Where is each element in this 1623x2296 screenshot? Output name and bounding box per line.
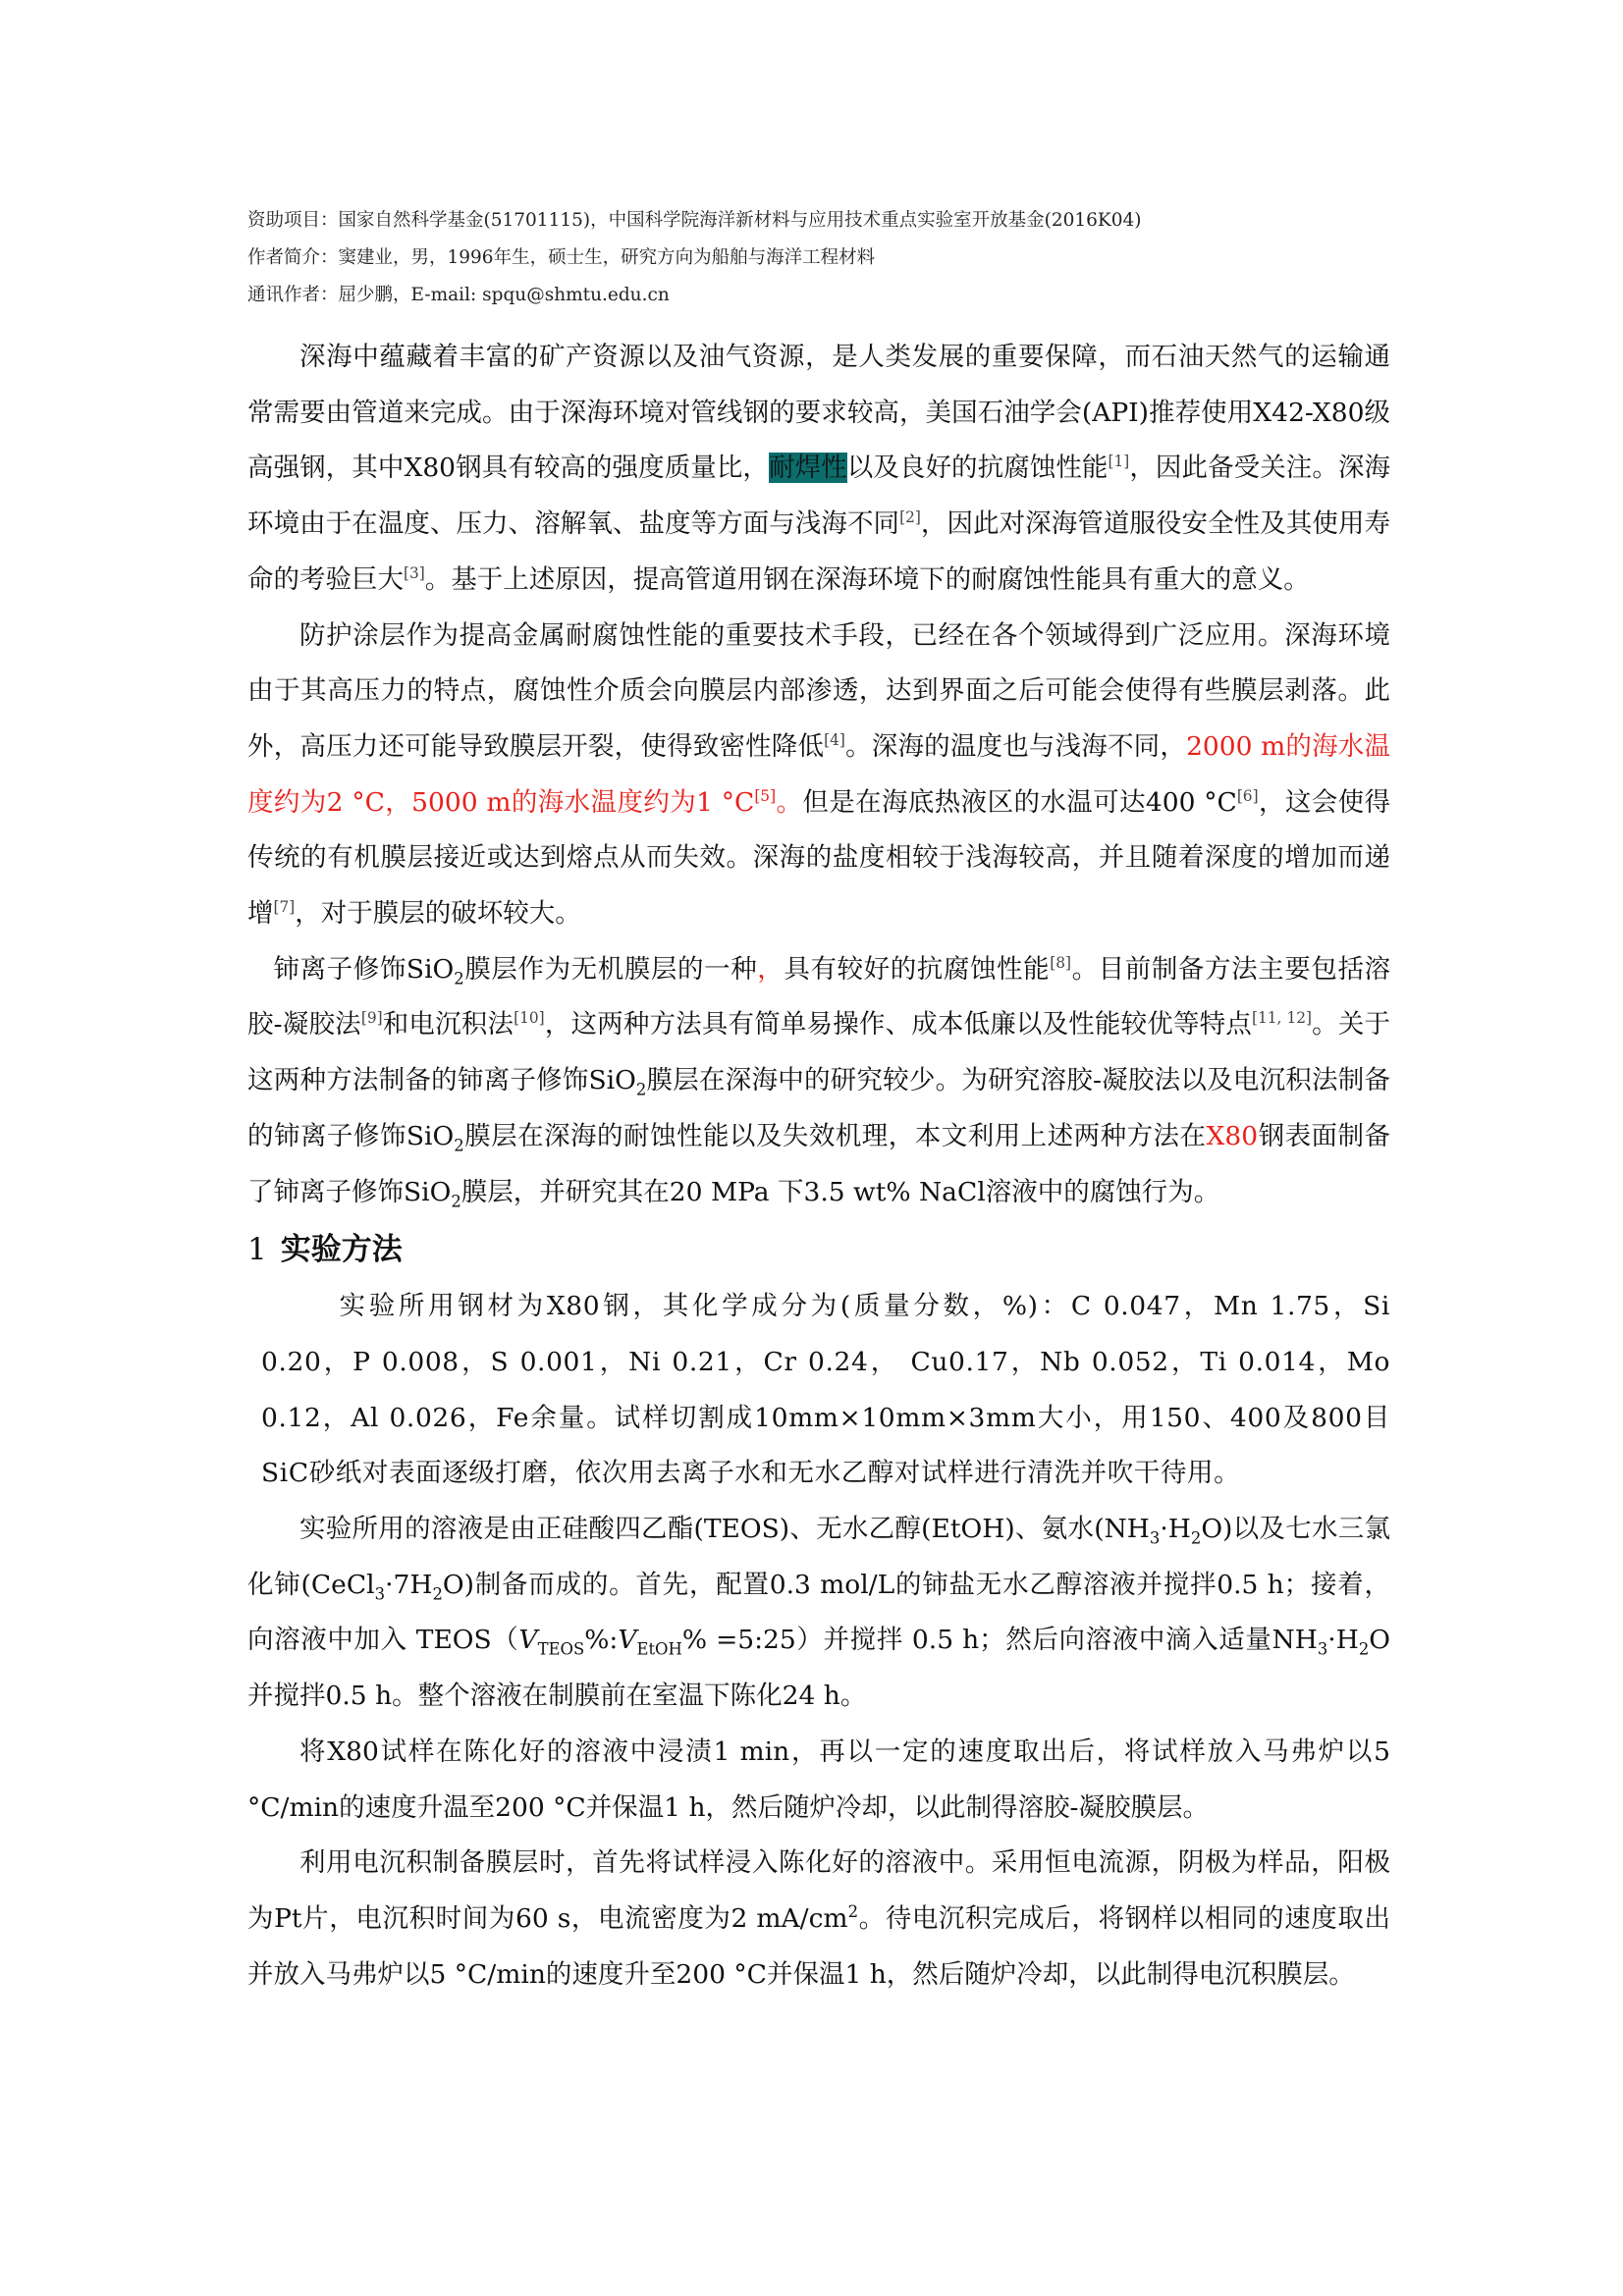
methods-paragraph-2 xyxy=(247,1502,1390,1725)
text-run: 膜层作为无机膜层的一种 xyxy=(463,953,758,985)
main-text xyxy=(247,330,1390,2002)
volume-symbol: V xyxy=(618,1625,637,1656)
subscript: 2 xyxy=(451,1191,461,1210)
text-run: 。目前制备方法主要包括溶胶-凝胶法 xyxy=(247,953,1391,1041)
citation-8: [8] xyxy=(1050,953,1071,972)
text-run: ，对于膜层的破坏较大。 xyxy=(295,898,581,930)
subscript: 2 xyxy=(1190,1528,1202,1548)
text-run: 以及良好的抗腐蚀性能 xyxy=(846,453,1109,484)
intro-paragraph-2 xyxy=(247,609,1390,942)
intro-paragraph-3 xyxy=(247,942,1390,1221)
subscript: 2 xyxy=(432,1584,443,1604)
citation-2: [2] xyxy=(899,508,921,527)
text-run: O)制备而成的。首先，配置0.3 mol/L的铈盐无水乙醇溶液并搅拌0.5 h；接着，向溶液中加入 TEOS（ xyxy=(247,1569,1390,1656)
methods-paragraph-4 xyxy=(247,1836,1390,2002)
text-run: ·7H xyxy=(385,1569,433,1600)
text-run: 但是在海底热液区的水温可达400 °C xyxy=(802,786,1237,818)
red-x80: X80 xyxy=(1206,1120,1259,1151)
text-run: % =5:25）并搅拌 0.5 h；然后向溶液中滴入适量NH xyxy=(681,1625,1318,1656)
subscript: 3 xyxy=(374,1584,386,1604)
text-run: 。深海的温度也与浅海不同， xyxy=(844,730,1187,762)
volume-symbol: V xyxy=(518,1625,538,1656)
citation-5: [5] xyxy=(754,786,777,805)
text-run: ，这会使得传统的有机膜层接近或达到熔点从而失效。深海的盐度相较于浅海较高，并且随着深度的增加而递增 xyxy=(247,786,1391,930)
citation-6: [6] xyxy=(1236,786,1259,805)
section-title: 实验方法 xyxy=(280,1232,403,1268)
superscript: 2 xyxy=(847,1902,859,1922)
text-run: 。关于这两种方法制备的铈离子修饰SiO xyxy=(247,1009,1390,1096)
text-run: O并搅拌0.5 h。整个溶液在制膜前在室温下陈化24 h。 xyxy=(247,1625,1391,1712)
text-run: 。待电沉积完成后，将钢样以相同的速度取出并放入马弗炉以5 °C/min的速度升至200 °C并保温1 h，然后随炉冷却，以此制得电沉积膜层。 xyxy=(247,1902,1391,1990)
text-run: 。基于上述原因，提高管道用钢在深海环境下的耐腐蚀性能具有重大的意义。 xyxy=(424,563,1310,595)
methods-paragraph-3: 将X80试样在陈化好的溶液中浸渍1 min，再以一定的速度取出后，将试样放入马弗炉以5 °C/min的速度升温至200 °C并保温1 h，然后随炉冷却，以此制得溶胶-凝胶膜层。 xyxy=(247,1735,1390,1823)
text-run: 铈离子修饰SiO xyxy=(273,953,455,985)
section-number: 1 xyxy=(247,1232,267,1268)
citation-7: [7] xyxy=(273,898,296,917)
subscript: 2 xyxy=(454,1136,464,1155)
text-run: 膜层在深海的耐蚀性能以及失效机理，本文利用上述两种方法在 xyxy=(463,1120,1207,1151)
red-temperature-text: 2000 m的海水温度约为2 °C，5000 m的海水温度约为1 °C xyxy=(247,730,1390,818)
subscript: 3 xyxy=(1317,1639,1328,1659)
text-run: 防护涂层作为提高金属耐腐蚀性能的重要技术手段，已经在各个领域得到广泛应用。深海环境由于其高压力的特点，腐蚀性介质会向膜层内部渗透，达到界面之后可能会使得有些膜层剥落。此外，高压力还可能导致膜层开裂，使得致密性降低 xyxy=(247,619,1390,762)
subscript: EtOH xyxy=(636,1639,682,1659)
text-run: 膜层在深海中的研究较少。为研究溶胶-凝胶法以及电沉积法制备的铈离子修饰SiO xyxy=(247,1065,1390,1151)
subscript: 2 xyxy=(1358,1639,1370,1659)
text-run: 利用电沉积制备膜层时，首先将试样浸入陈化好的溶液中。采用恒电流源，阴极为样品，阳极为Pt片，电沉积时间为60 s，电流密度为2 mA/cm xyxy=(247,1847,1390,1934)
text-run: 实验所用的溶液是由正硅酸四乙酯(TEOS)、无水乙醇(EtOH)、氨水(NH xyxy=(299,1514,1150,1545)
funding-note: 资助项目：国家自然科学基金(51701115)，中国科学院海洋新材料与应用技术重点实验室开放基金(2016K04) xyxy=(247,210,1142,231)
text-run: ，因此备受关注。深海环境由于在温度、压力、溶解氧、盐度等方面与浅海不同 xyxy=(247,453,1391,540)
subscript: TEOS xyxy=(537,1639,585,1659)
text-run: 深海中蕴藏着丰富的矿产资源以及油气资源，是人类发展的重要保障，而石油天然气的运输通常需要由管道来完成。由于深海环境对管线钢的要求较高，美国石油学会(API)推荐使用X42-X80级高强钢，其中X80钢具有较高的强度质量比， xyxy=(247,342,1390,484)
red-punctuation: 。 xyxy=(776,786,803,818)
highlighted-term: 耐焊性 xyxy=(769,453,847,484)
author-note: 作者简介：窦建业，男，1996年生，硕士生，研究方向为船舶与海洋工程材料 xyxy=(247,247,876,268)
red-comma: ， xyxy=(757,953,784,985)
text-run: ，这两种方法具有简单易操作、成本低廉以及性能较优等特点 xyxy=(544,1009,1252,1041)
text-run: %: xyxy=(584,1625,619,1656)
citation-1: [1] xyxy=(1108,453,1130,471)
citation-4: [4] xyxy=(824,731,845,750)
citation-9: [9] xyxy=(360,1009,383,1028)
intro-paragraph-1 xyxy=(247,330,1390,609)
methods-paragraph-1: 实验所用钢材为X80钢，其化学成分为(质量分数，%)：C 0.047，Mn 1.75，Si 0.20，P 0.008，S 0.001，Ni 0.21，Cr 0.24， Cu0.17，Nb 0.052，Ti 0.014，Mo 0.12，Al 0.026，Fe余量。试样切割成10mm×10mm×3mm大小，用150、400及800目SiC砂纸对表面逐级打磨，依次用去离子水和无水乙醇对试样进行清洗并吹干待用。 xyxy=(261,1291,1390,1489)
subscript: 2 xyxy=(454,969,464,988)
citation-3: [3] xyxy=(404,563,425,582)
text-run: 钢表面制备了铈离子修饰SiO xyxy=(247,1120,1390,1207)
text-run: 具有较好的抗腐蚀性能 xyxy=(784,953,1051,985)
text-run: ·H xyxy=(1327,1625,1359,1656)
text-run: 膜层，并研究其在20 MPa 下3.5 wt% NaCl溶液中的腐蚀行为。 xyxy=(460,1176,1220,1207)
section-heading xyxy=(247,1220,1390,1279)
citation-11-12: [11, 12] xyxy=(1251,1009,1312,1028)
text-run: ，因此对深海管道服役安全性及其使用寿命的考验巨大 xyxy=(247,508,1391,595)
subscript: 3 xyxy=(1149,1528,1161,1548)
text-run: 和电沉积法 xyxy=(382,1009,514,1041)
footnotes xyxy=(247,202,1406,314)
text-run: ·H xyxy=(1160,1514,1191,1545)
citation-10: [10] xyxy=(514,1009,545,1028)
text-run: O)以及七水三氯化铈(CeCl xyxy=(247,1514,1390,1600)
subscript: 2 xyxy=(635,1080,647,1099)
contact-note: 通讯作者：屈少鹏，E-mail: spqu@shmtu.edu.cn xyxy=(247,285,670,305)
